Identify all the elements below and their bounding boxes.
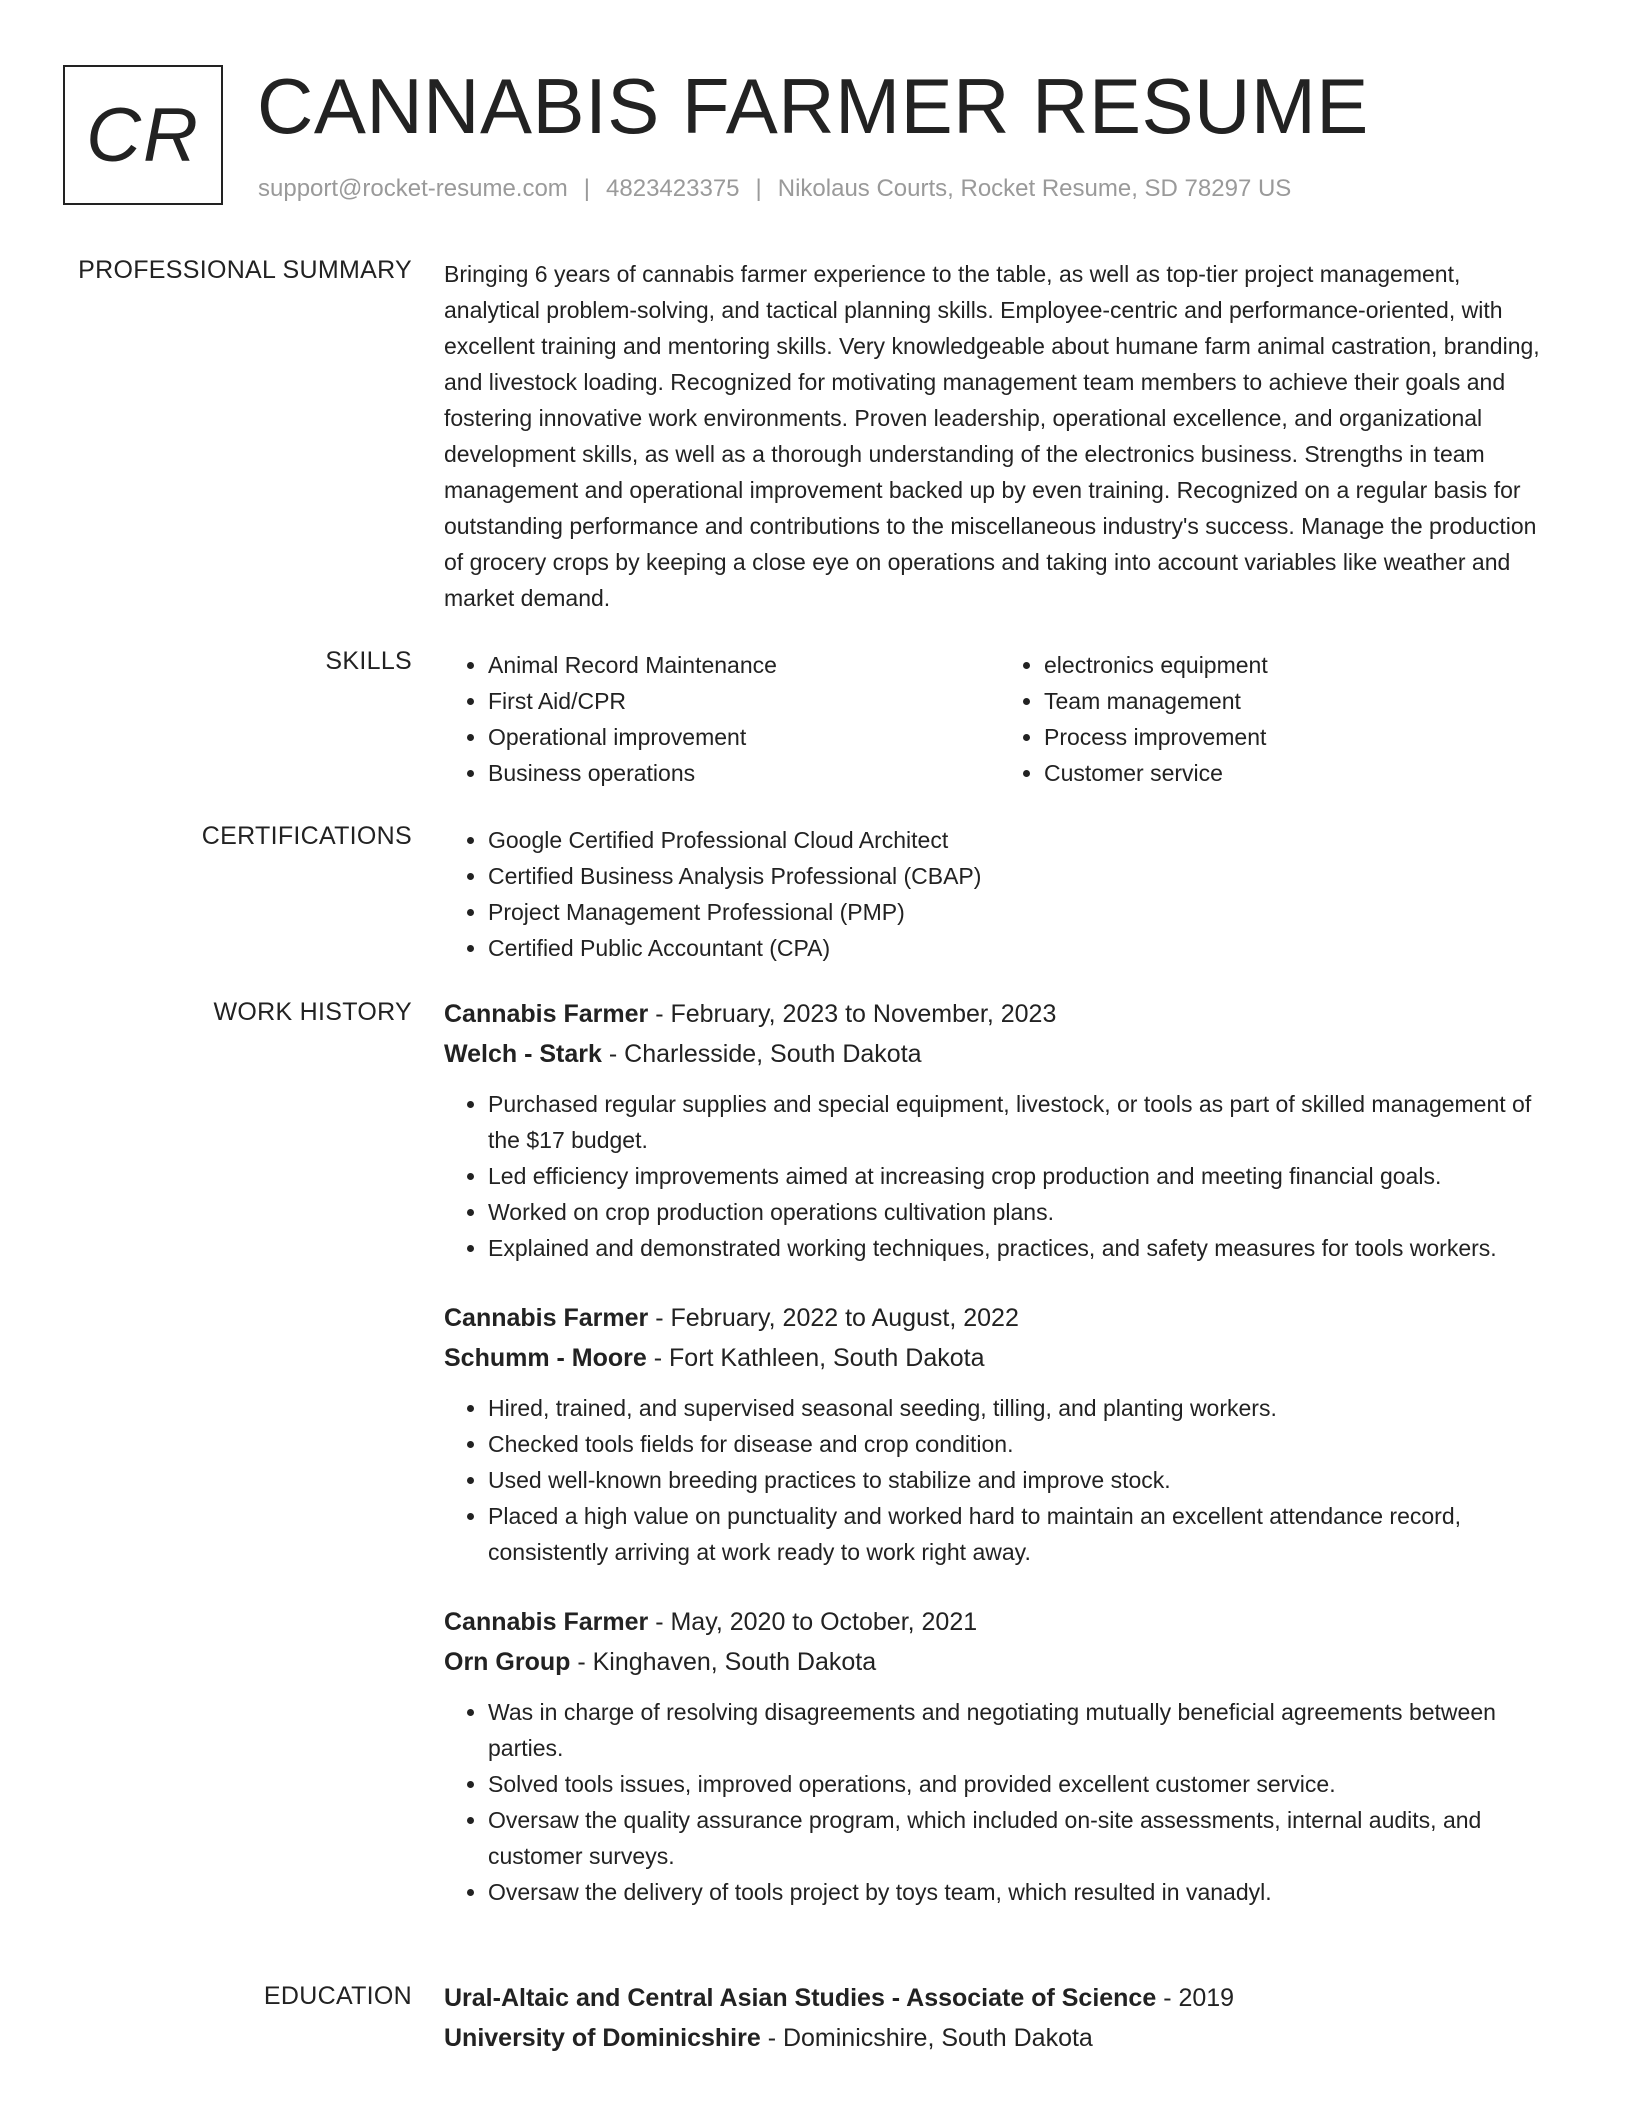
company-location: - Charlesside, South Dakota (601, 1040, 922, 1068)
job-bullets (444, 1086, 1556, 1266)
job-bullet: • Used well-known breeding practices to stabilize and improve stock. (488, 1462, 1556, 1498)
monogram-logo: CR (63, 65, 223, 205)
contact-address: Nikolaus Courts, Rocket Resume, SD 78297 US (777, 175, 1292, 202)
job-dates: - February, 2022 to August, 2022 (648, 1304, 1019, 1332)
section-label-summary: PROFESSIONAL SUMMARY (78, 256, 412, 284)
job-bullets (444, 1390, 1556, 1570)
company-location: - Kinghaven, South Dakota (570, 1648, 877, 1676)
skill-item: • Customer service (1044, 755, 1556, 791)
section-label-skills: SKILLS (325, 647, 412, 675)
job-dates: - May, 2020 to October, 2021 (648, 1608, 978, 1636)
skill-item: • Process improvement (1044, 719, 1556, 755)
job-title: Cannabis Farmer (444, 1608, 649, 1636)
job-bullet: • Checked tools fields for disease and crop condition. (488, 1426, 1556, 1462)
school-location: - Dominicshire, South Dakota (760, 2024, 1093, 2052)
job-entry (444, 1602, 1556, 1910)
skill-item: • Business operations (488, 755, 1000, 791)
job-bullet: • Placed a high value on punctuality and worked hard to maintain an excellent attendance record, consistently arriving at work ready to work right away. (488, 1498, 1556, 1570)
certifications-list (444, 822, 1556, 966)
company-line (444, 1338, 1556, 1378)
company-name: Schumm - Moore (444, 1344, 647, 1372)
job-title: Cannabis Farmer (444, 1304, 649, 1332)
education-body (444, 1978, 1556, 2058)
school-line (444, 2018, 1556, 2058)
job-title: Cannabis Farmer (444, 1000, 649, 1028)
summary-text: Bringing 6 years of cannabis farmer experience to the table, as well as top-tier project management, analytical problem-solving, and tactical planning skills. Employee-centric and performance-oriented, with excellent training and mentoring skills. Very knowledgeable about humane farm animal castration, branding, and livestock loading. Recognized for motivating management team members to achieve their goals and fostering innovative work environments. Proven leadership, operational excellence, and organizational development skills, as well as a thorough understanding of the electronics business. Strengths in team management and operational improvement backed up by even training. Recognized on a regular basis for outstanding performance and contributions to the miscellaneous industry's success. Manage the production of grocery crops by keeping a close eye on operations and taking into account variables like weather and market demand. (444, 261, 1540, 611)
certification-item: • Certified Public Accountant (CPA) (488, 930, 1556, 966)
resume-header (63, 62, 1592, 210)
job-bullet: • Was in charge of resolving disagreements and negotiating mutually beneficial agreements between parties. (488, 1694, 1556, 1766)
degree-name: Ural-Altaic and Central Asian Studies - Associate of Science (444, 1984, 1157, 2012)
company-name: Welch - Stark (444, 1040, 602, 1068)
degree-year: - 2019 (1156, 1984, 1235, 2012)
skill-item: • electronics equipment (1044, 647, 1556, 683)
job-bullets (444, 1694, 1556, 1910)
work-history-body (444, 994, 1556, 1942)
section-label-certifications: CERTIFICATIONS (201, 822, 412, 850)
skill-item: • Team management (1044, 683, 1556, 719)
job-title-line (444, 1298, 1556, 1338)
section-label-work-history: WORK HISTORY (213, 998, 412, 1026)
skills-column-2 (1000, 647, 1556, 791)
job-bullet: • Led efficiency improvements aimed at increasing crop production and meeting financial goals. (488, 1158, 1556, 1194)
job-bullet: • Explained and demonstrated working techniques, practices, and safety measures for tools workers. (488, 1230, 1556, 1266)
contact-phone: 4823423375 (606, 175, 740, 202)
job-bullet: • Solved tools issues, improved operations, and provided excellent customer service. (488, 1766, 1556, 1802)
job-entry (444, 994, 1556, 1266)
contact-separator: | (583, 175, 591, 202)
section-label-education: EDUCATION (263, 1982, 412, 2010)
job-bullet: • Purchased regular supplies and special equipment, livestock, or tools as part of skilled management of the $17 budget. (488, 1086, 1556, 1158)
skill-item: • First Aid/CPR (488, 683, 1000, 719)
skill-item: • Operational improvement (488, 719, 1000, 755)
summary-body (444, 256, 1556, 616)
degree-line (444, 1978, 1556, 2018)
job-bullet: • Worked on crop production operations cultivation plans. (488, 1194, 1556, 1230)
certification-item: • Project Management Professional (PMP) (488, 894, 1556, 930)
job-title-line (444, 994, 1556, 1034)
contact-line (258, 175, 1291, 203)
school-name: University of Dominicshire (444, 2024, 761, 2052)
certification-item: • Certified Business Analysis Professional (CBAP) (488, 858, 1556, 894)
job-dates: - February, 2023 to November, 2023 (648, 1000, 1057, 1028)
contact-separator: | (755, 175, 762, 202)
certification-item: • Google Certified Professional Cloud Architect (488, 822, 1556, 858)
resume-title: CANNABIS FARMER RESUME (257, 62, 1369, 150)
company-line (444, 1642, 1556, 1682)
certifications-body (444, 822, 1556, 966)
contact-email: support@rocket-resume.com (258, 175, 568, 202)
job-bullet: • Oversaw the delivery of tools project by toys team, which resulted in vanadyl. (488, 1874, 1556, 1910)
company-line (444, 1034, 1556, 1074)
skills-column-1 (444, 647, 1000, 791)
skills-body (444, 647, 1556, 791)
company-location: - Fort Kathleen, South Dakota (646, 1344, 985, 1372)
skill-item: • Animal Record Maintenance (488, 647, 1000, 683)
job-bullet: • Oversaw the quality assurance program, which included on-site assessments, internal audits, and customer surveys. (488, 1802, 1556, 1874)
job-entry (444, 1298, 1556, 1570)
company-name: Orn Group (444, 1648, 571, 1676)
job-title-line (444, 1602, 1556, 1642)
job-bullet: • Hired, trained, and supervised seasonal seeding, tilling, and planting workers. (488, 1390, 1556, 1426)
